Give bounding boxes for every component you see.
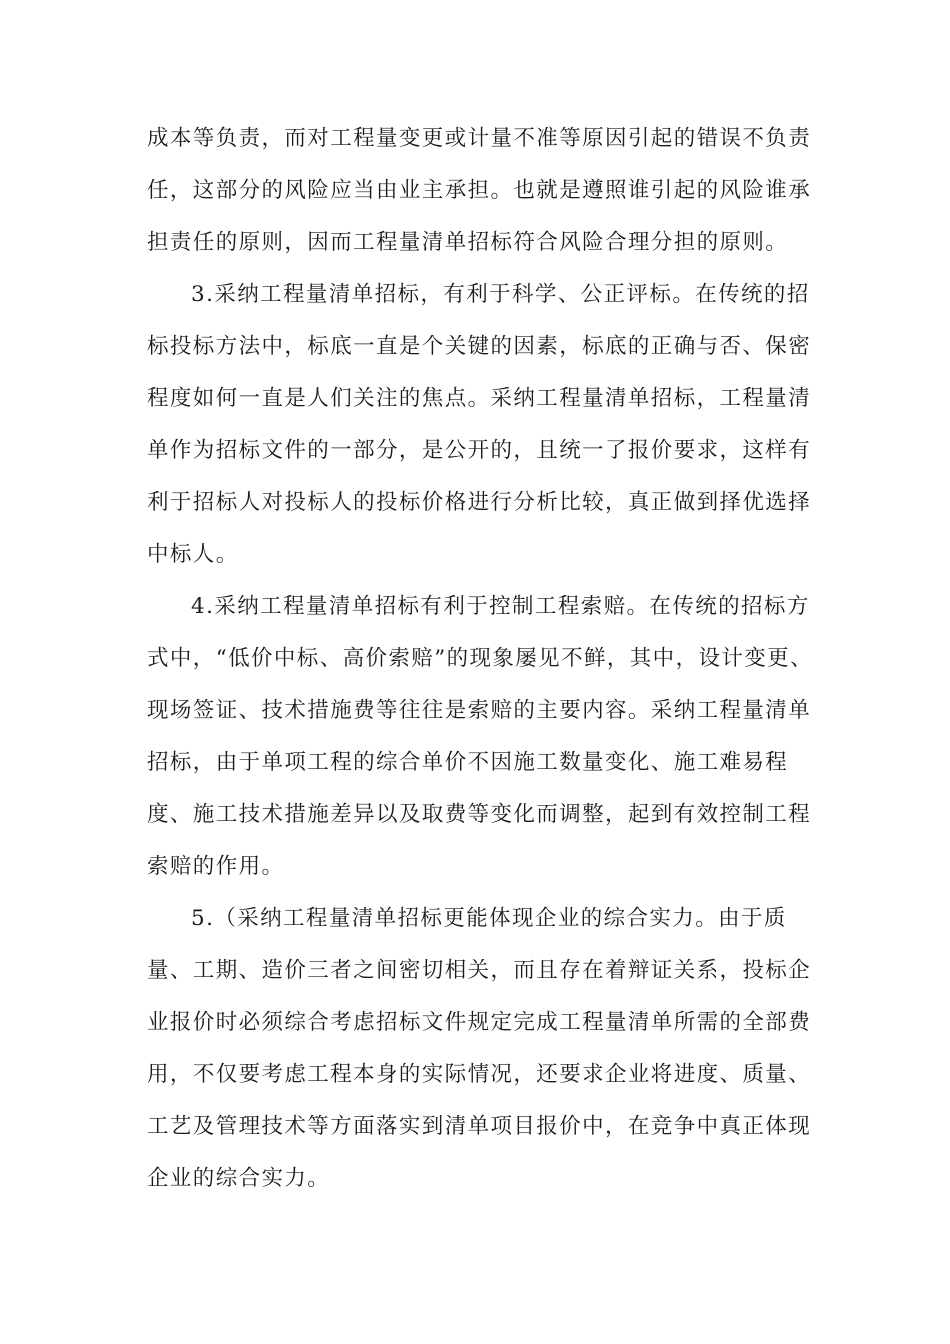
text-line: 式中，“低价中标、高价索赔”的现象屡见不鲜，其中，设计变更、 [147,646,813,671]
paragraph-5-start: 5.（采纳工程量清单招标更能体现企业的综合实力。由于质 [191,906,787,931]
text-line: 担责任的原则，因而工程量清单招标符合风险合理分担的原则。 [147,230,789,255]
text-line: 利于招标人对投标人的投标价格进行分析比较，真正做到择优选择 [147,490,812,515]
text-line: 成本等负责，而对工程量变更或计量不准等原因引起的错误不负责 [147,126,812,151]
text-line: 度、施工技术措施差异以及取费等变化而调整，起到有效控制工程 [147,802,812,827]
text-line: 单作为招标文件的一部分，是公开的，且统一了报价要求，这样有 [147,438,812,463]
text-line: 现场签证、技术措施费等往往是索赔的主要内容。采纳工程量清单 [147,698,812,723]
text-line: 企业的综合实力。 [147,1166,331,1191]
text-line: 中标人。 [147,542,239,567]
text-line: 业报价时必须综合考虑招标文件规定完成工程量清单所需的全部费 [147,1010,812,1035]
text-line: 程度如何一直是人们关注的焦点。采纳工程量清单招标，工程量清 [147,386,812,411]
text-line: 任，这部分的风险应当由业主承担。也就是遵照谁引起的风险谁承 [147,178,812,203]
text-line: 索赔的作用。 [147,854,285,879]
paragraph-3-start: 3.采纳工程量清单招标，有利于科学、公正评标。在传统的招 [191,282,810,307]
paragraph-4-start: 4.采纳工程量清单招标有利于控制工程索赔。在传统的招标方 [191,594,810,619]
text-line: 量、工期、造价三者之间密切相关，而且存在着辩证关系，投标企 [147,958,812,983]
text-line: 用，不仅要考虑工程本身的实际情况，还要求企业将进度、质量、 [147,1062,812,1087]
text-line: 标投标方法中，标底一直是个关键的因素，标底的正确与否、保密 [147,334,812,359]
text-line: 工艺及管理技术等方面落实到清单项目报价中，在竞争中真正体现 [147,1114,812,1139]
text-line: 招标，由于单项工程的综合单价不因施工数量变化、施工难易程 [147,750,789,775]
